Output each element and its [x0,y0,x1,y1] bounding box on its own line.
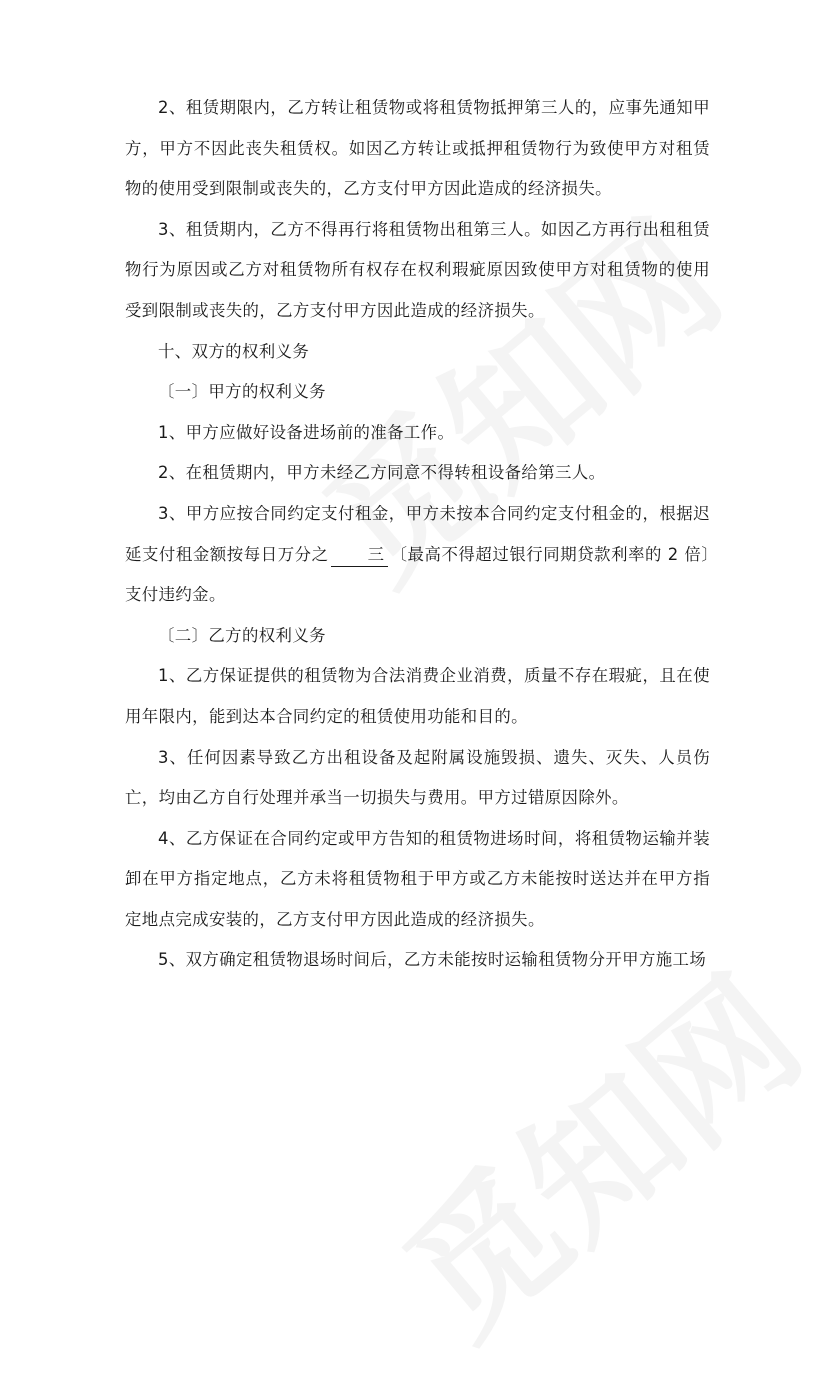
paragraph-party-b-4: 4、乙方保证在合同约定或甲方告知的租赁物进场时间，将租赁物运输并装卸在甲方指定地点，乙方未将租赁物租于甲方或乙方未能按时送达并在甲方指定地点完成安装的，乙方支付甲方因此造成的经济损失。 [125,828,710,929]
subsection-heading-party-a: 〔一〕甲方的权利义务 [158,382,326,402]
penalty-rate-blank: 三 [331,544,389,567]
paragraph-party-a-1: 1、甲方应做好设备进场前的准备工作。 [158,422,455,442]
paragraph-party-a-3 [125,494,710,616]
penalty-text-before: 3、甲方应按合同约定支付租金，甲方未按本合同约定支付租金的，根据迟延支付租金额按每日万分之 [125,503,710,564]
section-heading-rights: 十、双方的权利义务 [158,341,310,361]
paragraph-lease-transfer: 2、租赁期限内，乙方转让租赁物或将租赁物抵押第三人的，应事先通知甲方，甲方不因此丧失租赁权。如因乙方转让或抵押租赁物行为致使甲方对租赁物的使用受到限制或丧失的，乙方支付甲方因此造成的经济损失。 [125,98,710,199]
subsection-heading-party-b: 〔二〕乙方的权利义务 [158,625,326,645]
paragraph-no-sublease: 3、租赁期内，乙方不得再行将租赁物出租第三人。如因乙方再行出租租赁物行为原因或乙方对租赁物所有权存在权利瑕疵原因致使甲方对租赁物的使用受到限制或丧失的，乙方支付甲方因此造成的经济损失。 [125,219,710,320]
watermark [353,921,830,1375]
paragraph-party-a-2: 2、在租赁期内，甲方未经乙方同意不得转租设备给第三人。 [158,463,606,483]
document-body [125,88,710,981]
paragraph-party-b-5: 5、双方确定租赁物退场时间后，乙方未能按时运输租赁物分开甲方施工场 [158,950,707,970]
penalty-text-after: 〔最高不得超过银行同期贷款利率的 2 倍〕支付违约金。 [125,544,710,605]
paragraph-party-b-1: 1、乙方保证提供的租赁物为合法消费企业消费，质量不存在瑕疵，且在使用年限内，能到达本合同约定的租赁使用功能和目的。 [125,666,710,726]
paragraph-party-b-3: 3、任何因素导致乙方出租设备及起附属设施毁损、遗失、灭失、人员伤亡，均由乙方自行处理并承当一切损失与费用。甲方过错原因除外。 [125,747,710,808]
